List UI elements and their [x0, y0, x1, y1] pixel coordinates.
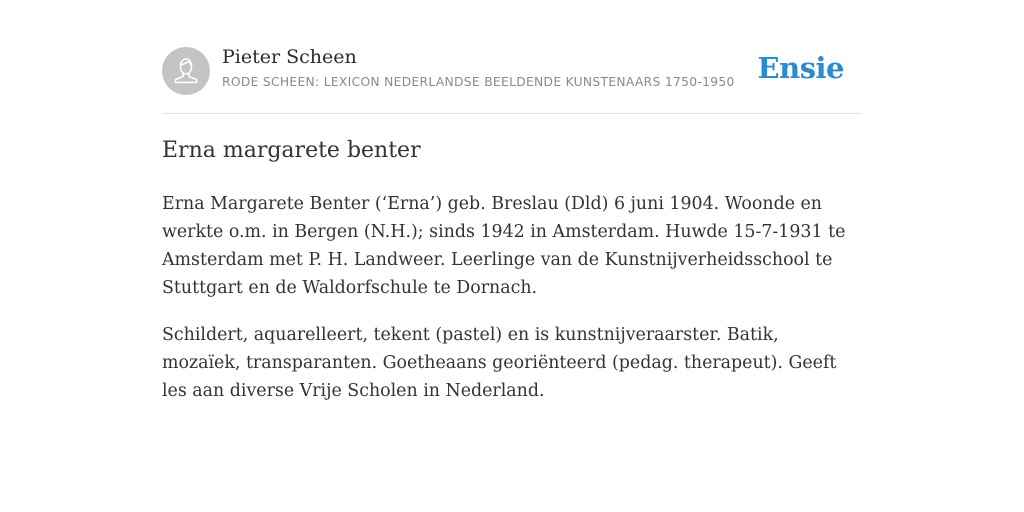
article-card [162, 44, 862, 401]
article-body [162, 190, 862, 424]
ensie-logo[interactable]: Ensie [757, 51, 844, 85]
paragraph: Erna Margarete Benter (‘Erna’) geb. Breslau (Dld) 6 juni 1904. Woonde en werkte o.m. in Bergen (N.H.); sinds 1942 in Amsterdam. Huwde 15-7-1931 te Amsterdam met P. H. Landweer. Leerlinge van de Kunstnijverheidsschool te Stuttgart en de Waldorfschule te Dornach. [162, 194, 846, 298]
source-label[interactable]: RODE SCHEEN: LEXICON NEDERLANDSE BEELDENDE KUNSTENAARS 1750-1950 [222, 75, 735, 89]
page-title: Erna margarete benter [162, 138, 421, 163]
avatar[interactable] [162, 47, 210, 95]
user-silhouette-icon [162, 47, 210, 95]
author-name[interactable]: Pieter Scheen [222, 46, 357, 68]
paragraph: Schildert, aquarelleert, tekent (pastel) en is kunstnijveraarster. Batik, mozaïek, transparanten. Goetheaans georiënteerd (pedag. therapeut). Geeft les aan diverse Vrije Scholen in Nederland. [162, 325, 837, 401]
article-header [162, 44, 862, 114]
